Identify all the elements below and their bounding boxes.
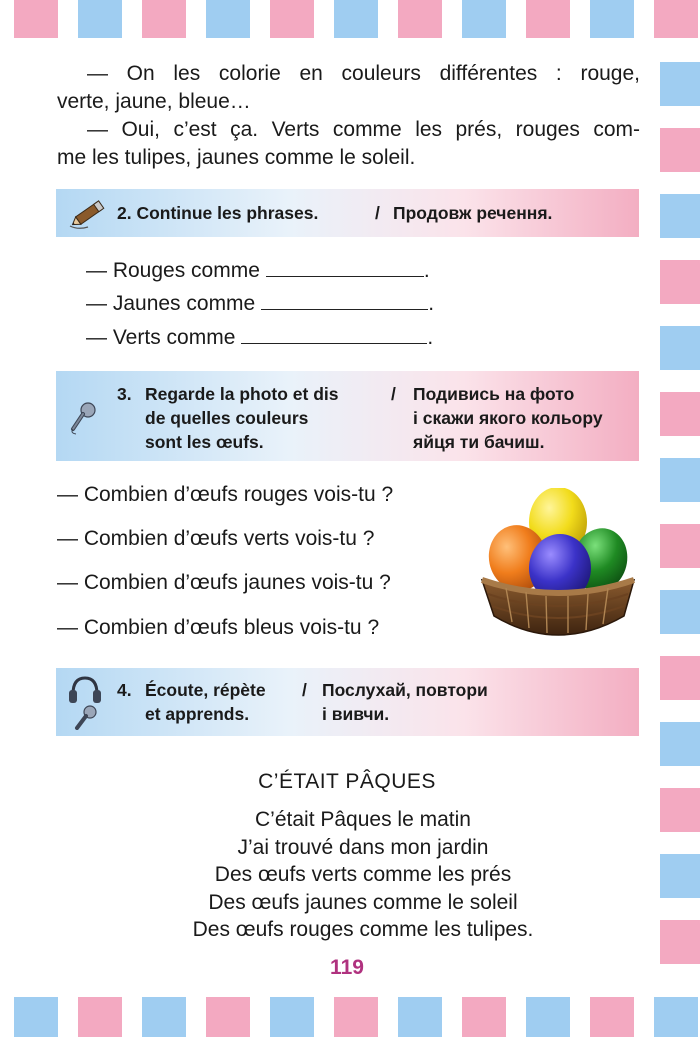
- border-square: [270, 0, 314, 38]
- exercise-4-uk-line-2: і вивчи.: [322, 704, 390, 724]
- exercise-2-title-uk: Продовж речення.: [393, 203, 553, 223]
- border-square: [660, 656, 700, 700]
- exercise-4-number: 4.: [117, 680, 132, 700]
- exercise-4-fr-line-1: Écoute, répète: [145, 680, 266, 700]
- end-mark: .: [428, 292, 435, 315]
- exercise-2-separator: /: [375, 203, 380, 223]
- poem-line-5: Des œufs rouges comme les tulipes.: [192, 918, 534, 941]
- border-square: [142, 997, 186, 1037]
- exercise-3-fr-line-2: de quelles couleurs: [145, 408, 309, 428]
- exercise-4-banner: [56, 668, 639, 736]
- exercise-3-number: 3.: [117, 384, 132, 404]
- exercise-2-title-fr: 2. Continue les phrases.: [117, 203, 319, 223]
- exercise-3-separator: /: [391, 384, 396, 404]
- answer-blank[interactable]: [241, 325, 427, 344]
- answer-blank[interactable]: [261, 291, 428, 310]
- end-mark: .: [427, 326, 434, 349]
- answer-blank[interactable]: [266, 258, 424, 277]
- exercise-2-banner: [56, 189, 639, 237]
- border-square: [526, 0, 570, 38]
- poem-body: [0, 806, 700, 944]
- dialogue-line-1: — On les colorie en couleurs différentes : rouge,: [87, 62, 640, 85]
- border-square: [462, 997, 506, 1037]
- border-square: [660, 458, 700, 502]
- border-square: [398, 0, 442, 38]
- exercise-3-uk-line-1: Подивись на фото: [413, 384, 575, 404]
- exercise-3-uk-line-2: і скажи якого кольору: [413, 408, 603, 428]
- bottom-border-pattern: [0, 997, 700, 1037]
- border-square: [660, 194, 700, 238]
- border-square: [206, 997, 250, 1037]
- egg-basket-image: [476, 488, 640, 648]
- border-square: [206, 0, 250, 38]
- headphones-icon: [68, 674, 102, 730]
- fill-in-item-2: [86, 290, 434, 318]
- microphone-icon: [68, 401, 98, 435]
- question-green-eggs: — Combien d’œufs verts vois-tu ?: [57, 527, 375, 550]
- border-square: [660, 722, 700, 766]
- border-square: [660, 590, 700, 634]
- exercise-4-separator: /: [302, 680, 307, 700]
- border-square: [590, 997, 634, 1037]
- border-square: [660, 392, 700, 436]
- border-square: [654, 997, 698, 1037]
- dialogue-line-2-cont: me les tulipes, jaunes comme le soleil.: [57, 146, 416, 169]
- exercise-3-fr-line-1: Regarde la photo et dis: [145, 384, 339, 404]
- question-blue-eggs: — Combien d’œufs bleus vois-tu ?: [57, 616, 380, 639]
- poem-line-4: Des œufs jaunes comme le soleil: [208, 890, 518, 914]
- exercise-3-uk-line-3: яйця ти бачиш.: [413, 432, 545, 452]
- exercise-4-uk-line-1: Послухай, повтори: [322, 680, 488, 700]
- fill-in-prompt: — Verts comme: [86, 326, 236, 349]
- border-square: [334, 0, 378, 38]
- border-square: [14, 0, 58, 38]
- border-square: [462, 0, 506, 38]
- question-red-eggs: — Combien d’œufs rouges vois-tu ?: [57, 483, 394, 506]
- border-square: [14, 997, 58, 1037]
- poem-line-2: J’ai trouvé dans mon jardin: [237, 835, 489, 859]
- page-number: 119: [330, 956, 364, 979]
- exercise-4-fr-line-2: et apprends.: [145, 704, 250, 724]
- pencil-icon: [68, 194, 112, 232]
- border-square: [660, 62, 700, 106]
- dialogue-text: [57, 60, 640, 172]
- border-square: [334, 997, 378, 1037]
- dialogue-line-2: — Oui, c’est ça. Verts comme les prés, rouges com-: [87, 118, 640, 141]
- border-square: [78, 0, 122, 38]
- border-square: [78, 997, 122, 1037]
- top-border-pattern: [0, 0, 700, 40]
- dialogue-line-1-cont: verte, jaune, bleue…: [57, 90, 251, 113]
- exercise-3-banner: [56, 371, 639, 461]
- fill-in-item-3: [86, 324, 433, 352]
- border-square: [270, 997, 314, 1037]
- fill-in-prompt: — Jaunes comme: [86, 292, 256, 315]
- border-square: [660, 128, 700, 172]
- border-square: [660, 524, 700, 568]
- fill-in-prompt: — Rouges comme: [86, 259, 260, 282]
- poem-line-1: C’était Pâques le matin: [255, 808, 471, 831]
- border-square: [660, 260, 700, 304]
- border-square: [142, 0, 186, 38]
- border-square: [590, 0, 634, 38]
- border-square: [398, 997, 442, 1037]
- border-square: [660, 326, 700, 370]
- end-mark: .: [423, 259, 430, 282]
- fill-in-item-1: [86, 257, 430, 285]
- exercise-3-fr-line-3: sont les œufs.: [145, 432, 264, 452]
- question-yellow-eggs: — Combien d’œufs jaunes vois-tu ?: [57, 571, 391, 594]
- poem-line-3: Des œufs verts comme les prés: [214, 863, 512, 886]
- border-square: [526, 997, 570, 1037]
- poem-title: C’ÉTAIT PÂQUES: [258, 770, 436, 793]
